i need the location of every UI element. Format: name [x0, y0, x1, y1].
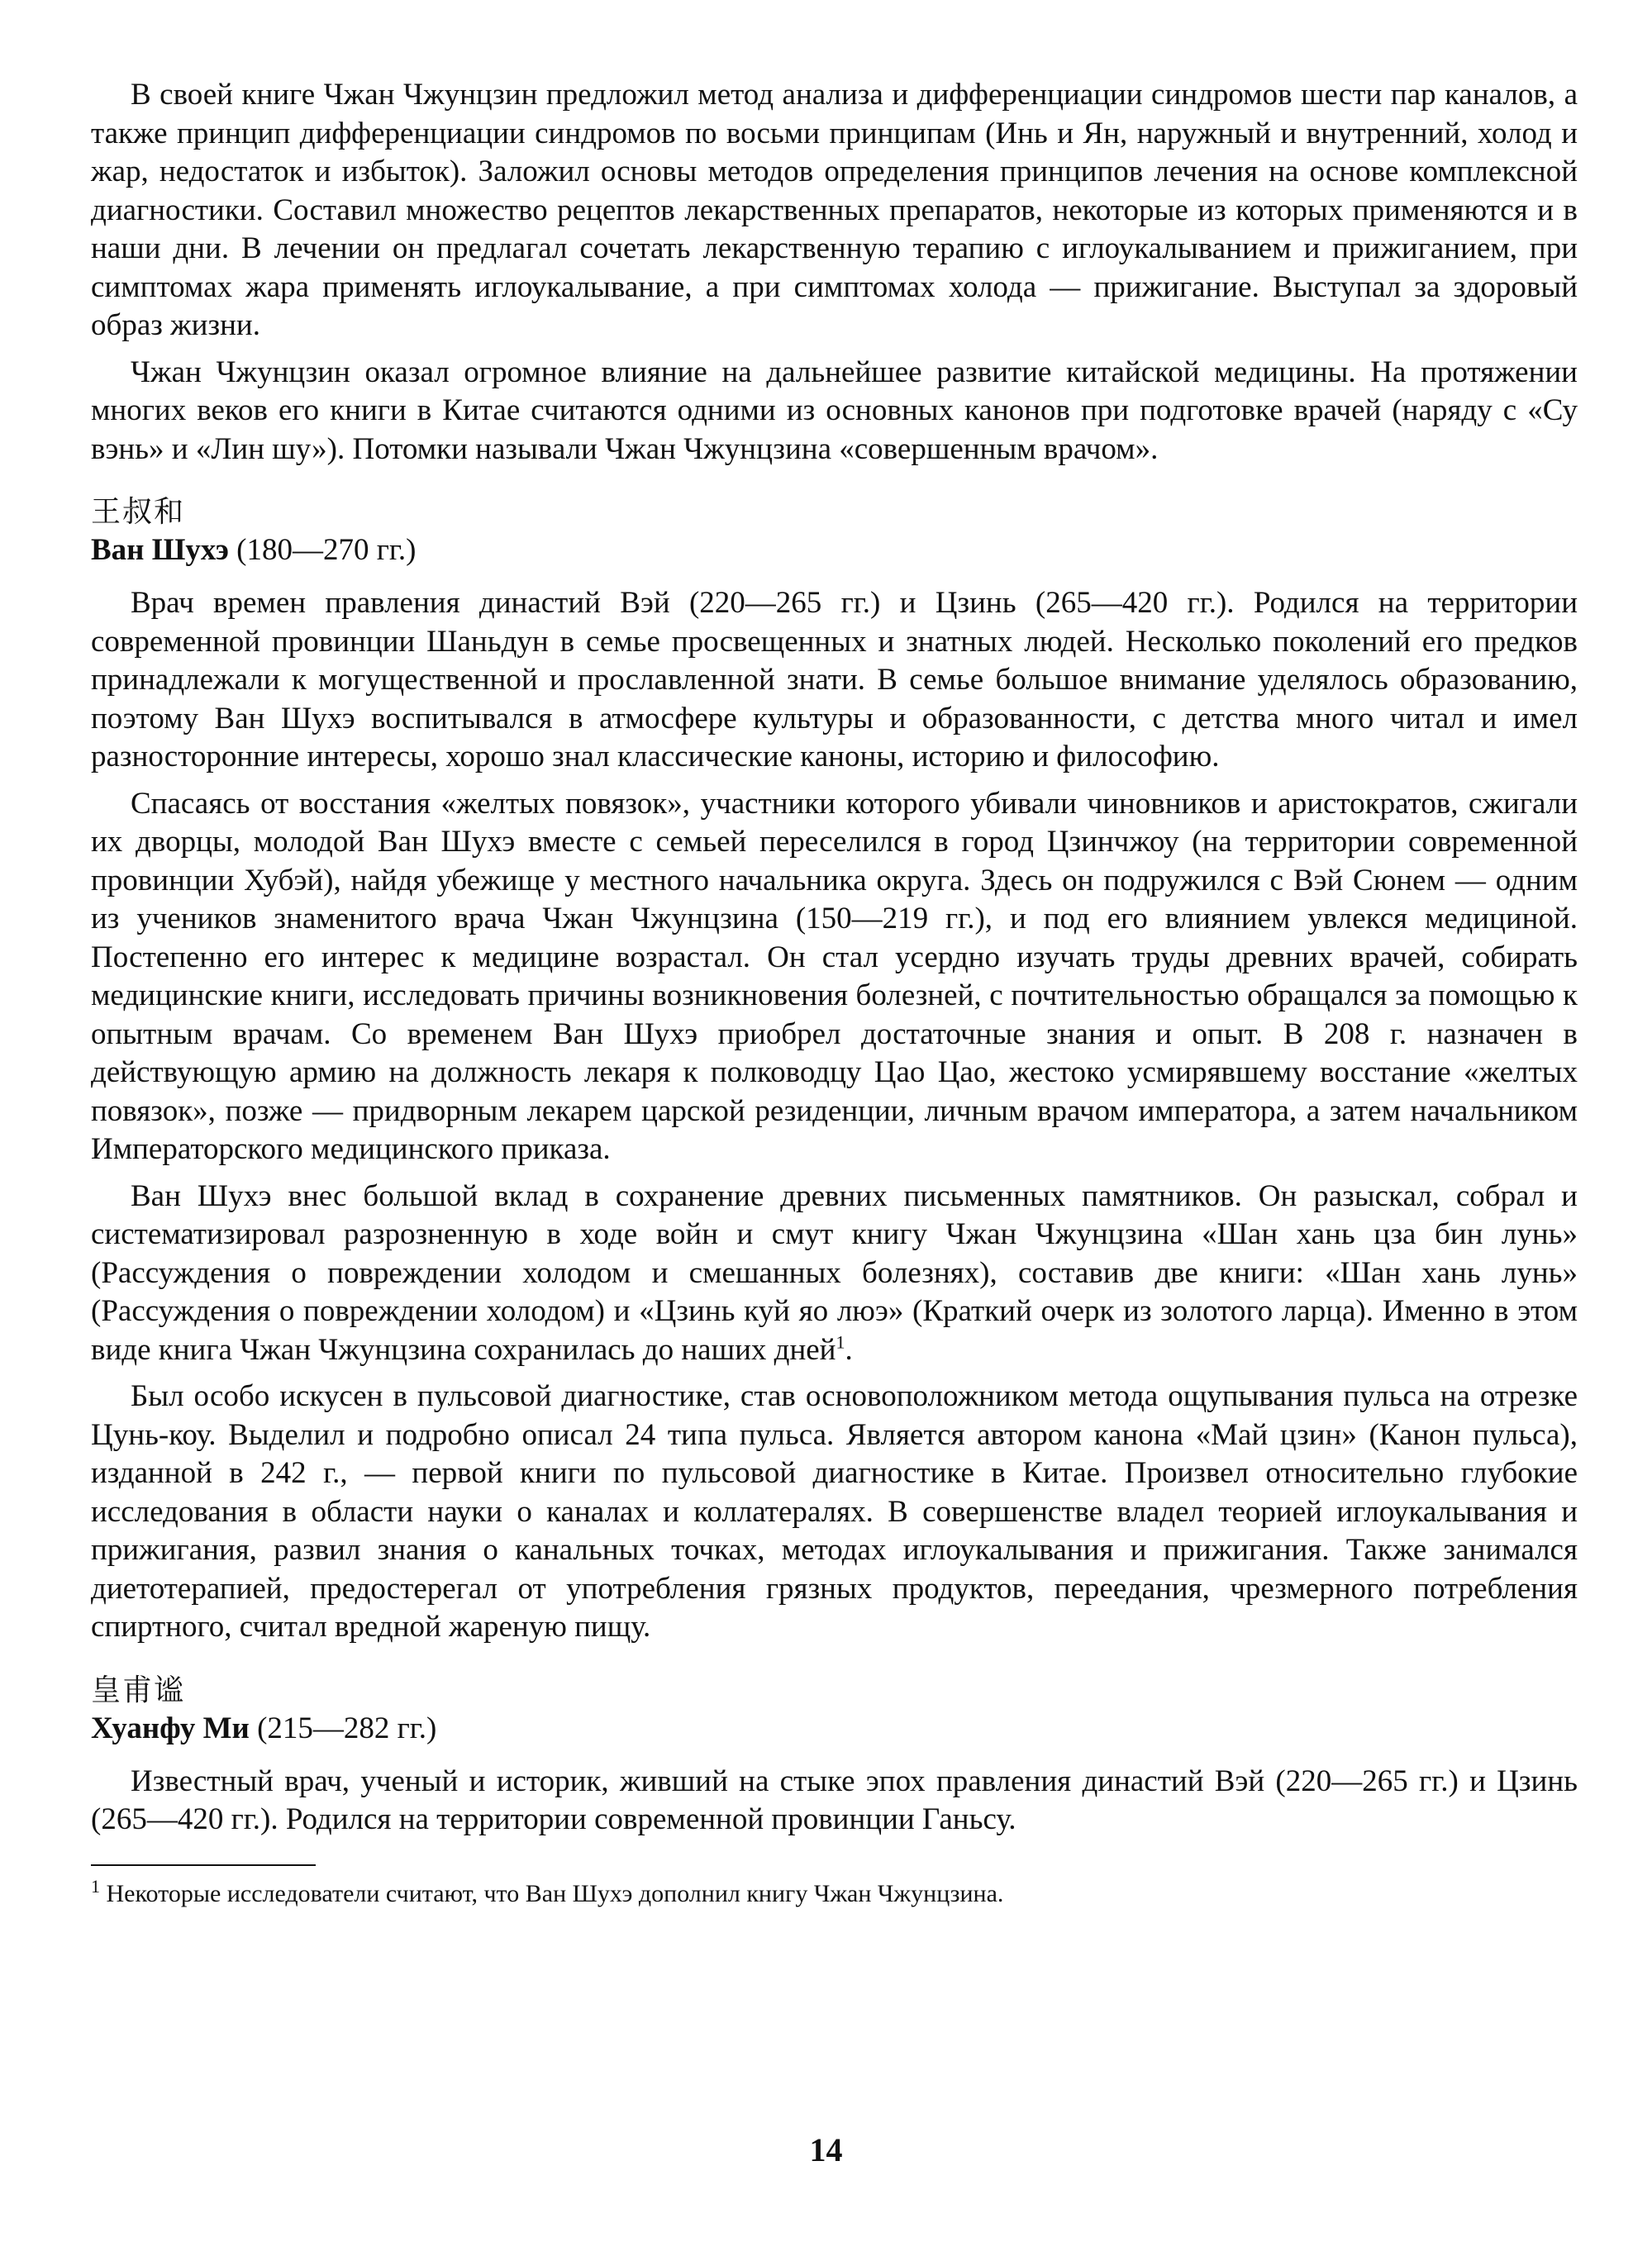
intro-paragraph-1: В своей книге Чжан Чжунцзин предложил метод анализа и дифференциации синдромов шести пар каналов, а также принцип дифференциации синдромов по восьми принципам (Инь и Ян, наружный и внутренний, холод и жар, недостаток и избыток). Заложил основы методов определения принципов лечения на основе комплексной диагностики. Составил множество рецептов лекарственных препаратов, некоторые из которых применяются и в наши дни. В лечении он предлагал сочетать лекарственную терапию с иглоукалыванием и прижиганием, при симптомах жара применять иглоукалывание, а при симптомах холода — прижигание. Выступал за здоровый образ жизни. — [91, 78, 1578, 342]
paragraph-text: Ван Шухэ внес большой вклад в сохранение древних письменных памятников. Он разыскал, собрал и систематизировал разрозненную в ходе войн и смут книгу Чжан Чжунцзина «Шан хань цза бин лунь» (Рассуждения о повреждении холодом и смешанных болезнях), составив две книги: «Шан хань лунь» (Рассуждения о повреждении холодом) и «Цзинь куй яо люэ» (Краткий очерк из золотого ларца). Именно в этом виде книга Чжан Чжунцзина сохранилась до наших дней — [91, 1178, 1578, 1367]
section-hanzi-title: 皇甫谧 — [91, 1673, 186, 1707]
person-name: Хуанфу Ми — [91, 1711, 250, 1745]
section-heading — [91, 531, 1578, 569]
section-hanzi-title: 王叔和 — [91, 495, 186, 529]
intro-paragraph-2: Чжан Чжунцзин оказал огромное влияние на дальнейшее развитие китайской медицины. На протяжении многих веков его книги в Китае считаются одними из основных канонов при подготовке врачей (наряду с «Су вэнь» и «Лин шу»). Потомки называли Чжан Чжунцзина «совершенным врачом». — [91, 355, 1578, 466]
section-paragraph-with-footnote: Ван Шухэ внес большой вклад в сохранение древних письменных памятников. Он разыскал, собрал и систематизировал разрозненную в ходе войн и смут книгу Чжан Чжунцзина «Шан хань цза бин лунь» (Рассуждения о повреждении холодом и смешанных болезнях), составив две книги: «Шан хань лунь» (Рассуждения о повреждении холодом) и «Цзинь куй яо люэ» (Краткий очерк из золотого ларца). Именно в этом виде книга Чжан Чжунцзина сохранилась до наших дней$^1$. — [91, 1178, 1578, 1367]
footnote-mark: 1 — [91, 1875, 100, 1897]
footnote — [91, 1875, 1578, 1911]
person-name: Ван Шухэ — [91, 533, 229, 567]
page-number: 14 — [809, 2131, 843, 2168]
person-years: (215—282 гг.) — [257, 1711, 437, 1745]
section-heading — [91, 1710, 1578, 1748]
person-years: (180—270 гг.) — [236, 533, 417, 567]
footnote-reference: 1 — [836, 1331, 845, 1353]
section-paragraph: Врач времен правления династий Вэй (220—265 гг.) и Цзинь (265—420 гг.). Родился на территории современной провинции Шаньдун в семье просвещенных и знатных людей. Несколько поколений его предков принадлежали к могущественной и прославленной знати. В семье большое внимание уделялось образованию, поэтому Ван Шухэ воспитывался в атмосфере культуры и образованности, с детства много читал и имел разносторонние интересы, хорошо знал классические каноны, историю и философию. — [91, 586, 1578, 774]
section-paragraph: Был особо искусен в пульсовой диагностике, став основоположником метода ощупывания пульса на отрезке Цунь-коу. Выделил и подробно описал 24 типа пульса. Является автором канона «Май цзин» (Канон пульса), изданной в 242 г., — первой книги по пульсовой диагностике в Китае. Произвел относительно глубокие исследования в области науки о каналах и коллатералях. В совершенстве владел теорией иглоукалывания и прижигания, развил знания о канальных точках, методах иглоукалывания и прижигания. Также занимался диетотерапией, предостерегал от употребления грязных продуктов, переедания, чрезмерного потребления спиртного, считал вредной жареную пищу. — [91, 1379, 1578, 1644]
section-paragraph: Спасаясь от восстания «желтых повязок», участники которого убивали чиновников и аристократов, сжигали их дворцы, молодой Ван Шухэ вместе с семьей переселился в город Цзинчжоу (на территории современной провинции Хубэй), найдя убежище у местного начальника округа. Здесь он подружился с Вэй Сюнем — одним из учеников знаменитого врача Чжан Чжунцзина (150—219 гг.), и под его влиянием увлекся медициной. Постепенно его интерес к медицине возрастал. Он стал усердно изучать труды древних врачей, собирать медицинские книги, исследовать причины возникновения болезней, с почтительностью обращался за помощью к опытным врачам. Со временем Ван Шухэ приобрел достаточные знания и опыт. В 208 г. назначен в действующую армию на должность лекаря к полководцу Цао Цао, жестоко усмирявшему восстание «желтых повязок», позже — придворным лекарем царской резиденции, личным врачом императора, а затем начальником Императорского медицинского приказа. — [91, 786, 1578, 1166]
footnote-text: Некоторые исследователи считают, что Ван Шухэ дополнил книгу Чжан Чжунцзина. — [106, 1879, 1004, 1907]
section-huangfu-mi — [91, 1672, 1578, 1840]
footnote-divider — [91, 1864, 316, 1866]
section-paragraph: Известный врач, ученый и историк, живший на стыке эпох правления династий Вэй (220—265 гг.) и Цзинь (265—420 гг.). Родился на территории современной провинции Ганьсу. — [91, 1764, 1578, 1836]
section-wang-shuhe — [91, 493, 1578, 1647]
